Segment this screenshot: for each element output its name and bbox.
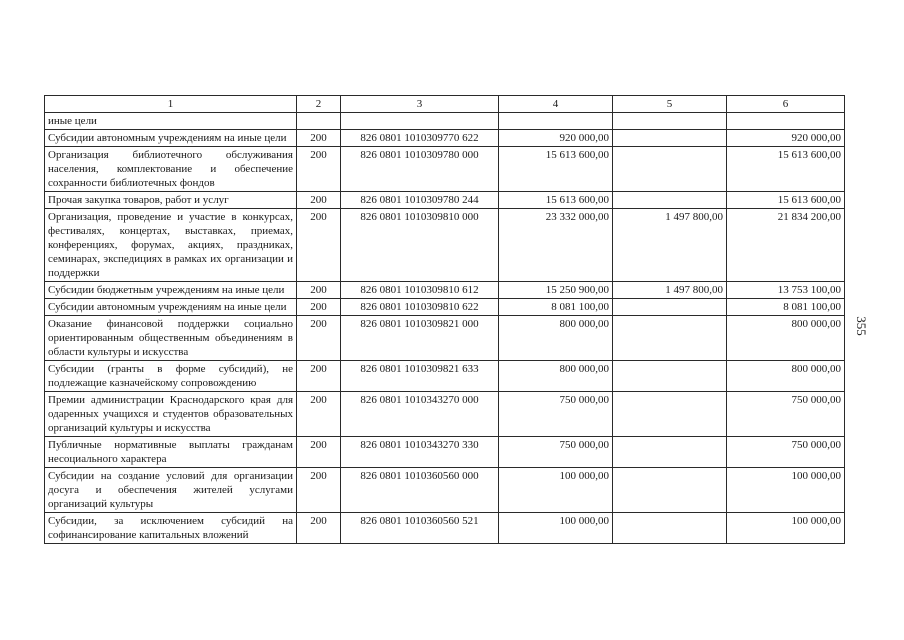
- column-header: 5: [613, 96, 727, 113]
- row-classification: 826 0801 1010309770 622: [341, 130, 499, 147]
- row-name: Субсидии автономным учреждениям на иные цели: [45, 299, 297, 316]
- row-name: иные цели: [45, 113, 297, 130]
- row-classification: 826 0801 1010343270 000: [341, 392, 499, 437]
- row-code: 200: [297, 316, 341, 361]
- row-code: 200: [297, 209, 341, 282]
- row-change: 1 497 800,00: [613, 282, 727, 299]
- table-row: [45, 316, 845, 361]
- table-row: [45, 209, 845, 282]
- column-header: 3: [341, 96, 499, 113]
- row-name: Прочая закупка товаров, работ и услуг: [45, 192, 297, 209]
- row-amount: 15 613 600,00: [499, 147, 613, 192]
- table-row: [45, 282, 845, 299]
- table-row: [45, 299, 845, 316]
- row-total: 800 000,00: [727, 316, 845, 361]
- row-classification: [341, 113, 499, 130]
- table-row: [45, 130, 845, 147]
- row-change: [613, 113, 727, 130]
- row-amount: 100 000,00: [499, 513, 613, 544]
- row-amount: 800 000,00: [499, 361, 613, 392]
- table-row: [45, 192, 845, 209]
- row-code: 200: [297, 437, 341, 468]
- row-code: 200: [297, 282, 341, 299]
- column-header: 2: [297, 96, 341, 113]
- column-header: 6: [727, 96, 845, 113]
- row-name: Субсидии на создание условий для организации досуга и обеспечения жителей услугами организаций культуры: [45, 468, 297, 513]
- row-code: 200: [297, 130, 341, 147]
- row-amount: [499, 113, 613, 130]
- row-code: 200: [297, 513, 341, 544]
- row-classification: 826 0801 1010360560 521: [341, 513, 499, 544]
- row-change: [613, 513, 727, 544]
- row-total: 750 000,00: [727, 437, 845, 468]
- row-code: [297, 113, 341, 130]
- table-row: [45, 468, 845, 513]
- row-code: 200: [297, 392, 341, 437]
- row-amount: 750 000,00: [499, 437, 613, 468]
- row-total: 8 081 100,00: [727, 299, 845, 316]
- row-change: [613, 316, 727, 361]
- row-total: 920 000,00: [727, 130, 845, 147]
- row-classification: 826 0801 1010309780 000: [341, 147, 499, 192]
- row-classification: 826 0801 1010343270 330: [341, 437, 499, 468]
- row-total: 800 000,00: [727, 361, 845, 392]
- row-amount: 15 250 900,00: [499, 282, 613, 299]
- row-change: [613, 147, 727, 192]
- row-amount: 750 000,00: [499, 392, 613, 437]
- row-code: 200: [297, 361, 341, 392]
- row-name: Субсидии, за исключением субсидий на софинансирование капитальных вложений: [45, 513, 297, 544]
- row-name: Премии администрации Краснодарского края для одаренных учащихся и студентов образовательных организаций культуры и искусства: [45, 392, 297, 437]
- row-change: [613, 299, 727, 316]
- row-code: 200: [297, 147, 341, 192]
- table-row: [45, 513, 845, 544]
- page-number: 355: [853, 316, 869, 336]
- row-classification: 826 0801 1010309780 244: [341, 192, 499, 209]
- row-name: Организация, проведение и участие в конкурсах, фестивалях, концертах, выставках, приемах, конференциях, форумах, акциях, праздниках, семинарах, экспедициях в рамках их организации и поддержки: [45, 209, 297, 282]
- row-code: 200: [297, 192, 341, 209]
- row-classification: 826 0801 1010360560 000: [341, 468, 499, 513]
- row-amount: 100 000,00: [499, 468, 613, 513]
- row-code: 200: [297, 468, 341, 513]
- row-name: Публичные нормативные выплаты гражданам несоциального характера: [45, 437, 297, 468]
- column-header: 1: [45, 96, 297, 113]
- table-row: [45, 147, 845, 192]
- row-total: 100 000,00: [727, 468, 845, 513]
- row-name: Субсидии (гранты в форме субсидий), не подлежащие казначейскому сопровождению: [45, 361, 297, 392]
- row-classification: 826 0801 1010309810 000: [341, 209, 499, 282]
- row-total: 21 834 200,00: [727, 209, 845, 282]
- row-total: [727, 113, 845, 130]
- table-row: [45, 113, 845, 130]
- row-classification: 826 0801 1010309810 622: [341, 299, 499, 316]
- row-name: Организация библиотечного обслуживания населения, комплектование и обеспечение сохранности библиотечных фондов: [45, 147, 297, 192]
- row-total: 15 613 600,00: [727, 192, 845, 209]
- column-header-row: [45, 96, 845, 113]
- row-change: [613, 361, 727, 392]
- row-change: [613, 192, 727, 209]
- row-amount: 23 332 000,00: [499, 209, 613, 282]
- row-code: 200: [297, 299, 341, 316]
- row-classification: 826 0801 1010309821 000: [341, 316, 499, 361]
- row-change: 1 497 800,00: [613, 209, 727, 282]
- row-amount: 15 613 600,00: [499, 192, 613, 209]
- row-total: 15 613 600,00: [727, 147, 845, 192]
- row-classification: 826 0801 1010309810 612: [341, 282, 499, 299]
- row-change: [613, 437, 727, 468]
- row-classification: 826 0801 1010309821 633: [341, 361, 499, 392]
- budget-table: [44, 95, 845, 544]
- table-row: [45, 437, 845, 468]
- column-header: 4: [499, 96, 613, 113]
- row-total: 750 000,00: [727, 392, 845, 437]
- budget-table-container: [44, 95, 844, 544]
- row-amount: 8 081 100,00: [499, 299, 613, 316]
- row-name: Субсидии автономным учреждениям на иные цели: [45, 130, 297, 147]
- row-total: 100 000,00: [727, 513, 845, 544]
- row-change: [613, 392, 727, 437]
- row-change: [613, 130, 727, 147]
- row-amount: 920 000,00: [499, 130, 613, 147]
- row-name: Субсидии бюджетным учреждениям на иные цели: [45, 282, 297, 299]
- row-amount: 800 000,00: [499, 316, 613, 361]
- table-row: [45, 361, 845, 392]
- row-name: Оказание финансовой поддержки социально ориентированным общественным объединениям в области культуры и искусства: [45, 316, 297, 361]
- row-total: 13 753 100,00: [727, 282, 845, 299]
- row-change: [613, 468, 727, 513]
- table-row: [45, 392, 845, 437]
